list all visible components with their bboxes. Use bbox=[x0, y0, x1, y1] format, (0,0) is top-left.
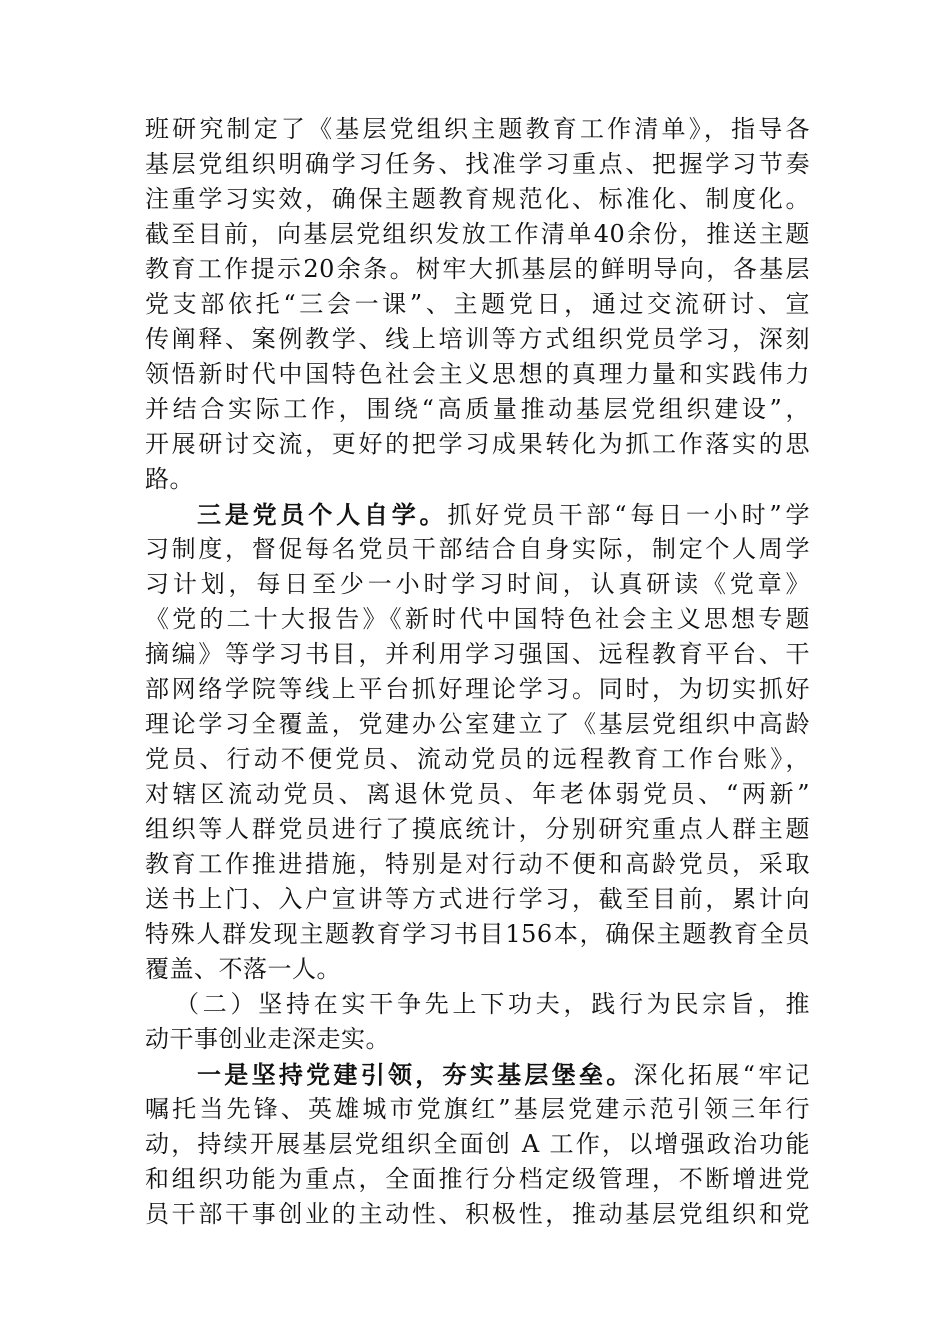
bold-heading-text: 三是党员个人自学。 bbox=[197, 500, 448, 529]
text-line bbox=[145, 532, 810, 567]
document-body bbox=[145, 112, 810, 1232]
text-line bbox=[145, 322, 810, 357]
text-line bbox=[145, 1022, 810, 1057]
body-text: 基层党组织明确学习任务、找准学习重点、把握学习节奏 bbox=[145, 150, 810, 178]
body-text: 抓好党员干部“每日一小时”学 bbox=[447, 501, 810, 529]
text-line bbox=[145, 497, 810, 532]
body-text: 习制度，督促每名党员干部结合自身实际，制定个人周学 bbox=[145, 535, 810, 563]
text-line bbox=[145, 357, 810, 392]
body-text: 教育工作提示20余条。树牢大抓基层的鲜明导向，各基层 bbox=[145, 255, 810, 283]
text-line bbox=[145, 252, 810, 287]
text-line bbox=[145, 952, 810, 987]
text-line bbox=[145, 637, 810, 672]
body-text: 员干部干事创业的主动性、积极性，推动基层党组织和党 bbox=[145, 1200, 810, 1228]
text-line bbox=[145, 182, 810, 217]
body-text: 理论学习全覆盖，党建办公室建立了《基层党组织中高龄 bbox=[145, 710, 810, 738]
text-line bbox=[145, 812, 810, 847]
text-line bbox=[145, 462, 810, 497]
body-text: 路。 bbox=[145, 465, 194, 493]
text-line bbox=[145, 777, 810, 812]
text-line bbox=[145, 742, 810, 777]
text-line bbox=[145, 707, 810, 742]
text-line bbox=[145, 217, 810, 252]
text-line bbox=[145, 287, 810, 322]
text-line bbox=[145, 847, 810, 882]
text-line bbox=[145, 1197, 810, 1232]
text-line bbox=[145, 987, 810, 1022]
text-line bbox=[145, 1057, 810, 1092]
body-text: 动干事创业走深走实。 bbox=[145, 1025, 390, 1053]
body-text: 送书上门、入户宣讲等方式进行学习，截至目前，累计向 bbox=[145, 885, 810, 913]
body-text: 领悟新时代中国特色社会主义思想的真理力量和实践伟力 bbox=[145, 360, 810, 388]
body-text: 深化拓展“牢记 bbox=[633, 1061, 810, 1089]
text-line bbox=[145, 567, 810, 602]
body-text: 嘱托当先锋、英雄城市党旗红”基层党建示范引领三年行 bbox=[145, 1095, 810, 1123]
text-line bbox=[145, 112, 810, 147]
body-text: 特殊人群发现主题教育学习书目156本，确保主题教育全员 bbox=[145, 920, 810, 948]
text-line bbox=[145, 147, 810, 182]
body-text: 组织等人群党员进行了摸底统计，分别研究重点人群主题 bbox=[145, 815, 810, 843]
body-text: 和组织功能为重点，全面推行分档定级管理，不断增进党 bbox=[145, 1165, 810, 1193]
body-text: 《党的二十大报告》《新时代中国特色社会主义思想专题 bbox=[145, 605, 810, 633]
text-line bbox=[145, 917, 810, 952]
body-text: 党员、行动不便党员、流动党员的远程教育工作台账》， bbox=[145, 745, 810, 773]
body-text: 开展研讨交流，更好的把学习成果转化为抓工作落实的思 bbox=[145, 430, 810, 458]
text-line bbox=[145, 882, 810, 917]
text-line bbox=[145, 672, 810, 707]
body-text: 班研究制定了《基层党组织主题教育工作清单》，指导各 bbox=[145, 115, 810, 143]
bold-heading-text: 一是坚持党建引领，夯实基层堡垒。 bbox=[197, 1060, 634, 1089]
body-text: 教育工作推进措施，特别是对行动不便和高龄党员，采取 bbox=[145, 850, 810, 878]
text-line bbox=[145, 1162, 810, 1197]
body-text: （二）坚持在实干争先上下功夫，践行为民宗旨，推 bbox=[175, 990, 810, 1018]
body-text: 注重学习实效，确保主题教育规范化、标准化、制度化。 bbox=[145, 185, 810, 213]
body-text: 截至目前，向基层党组织发放工作清单40余份，推送主题 bbox=[145, 220, 810, 248]
body-text: 党支部依托“三会一课”、主题党日，通过交流研讨、宣 bbox=[145, 290, 810, 318]
body-text: 对辖区流动党员、离退休党员、年老体弱党员、“两新” bbox=[145, 780, 810, 808]
body-text: 传阐释、案例教学、线上培训等方式组织党员学习，深刻 bbox=[145, 325, 810, 353]
text-line bbox=[145, 602, 810, 637]
body-text: 习计划，每日至少一小时学习时间，认真研读《党章》 bbox=[145, 570, 810, 598]
body-text: 覆盖、不落一人。 bbox=[145, 955, 341, 983]
text-line bbox=[145, 427, 810, 462]
text-line bbox=[145, 1092, 810, 1127]
body-text: 动，持续开展基层党组织全面创 A 工作，以增强政治功能 bbox=[145, 1130, 810, 1158]
body-text: 并结合实际工作，围绕“高质量推动基层党组织建设”， bbox=[145, 395, 810, 423]
text-line bbox=[145, 1127, 810, 1162]
body-text: 部网络学院等线上平台抓好理论学习。同时，为切实抓好 bbox=[145, 675, 810, 703]
text-line bbox=[145, 392, 810, 427]
body-text: 摘编》等学习书目，并利用学习强国、远程教育平台、干 bbox=[145, 640, 810, 668]
